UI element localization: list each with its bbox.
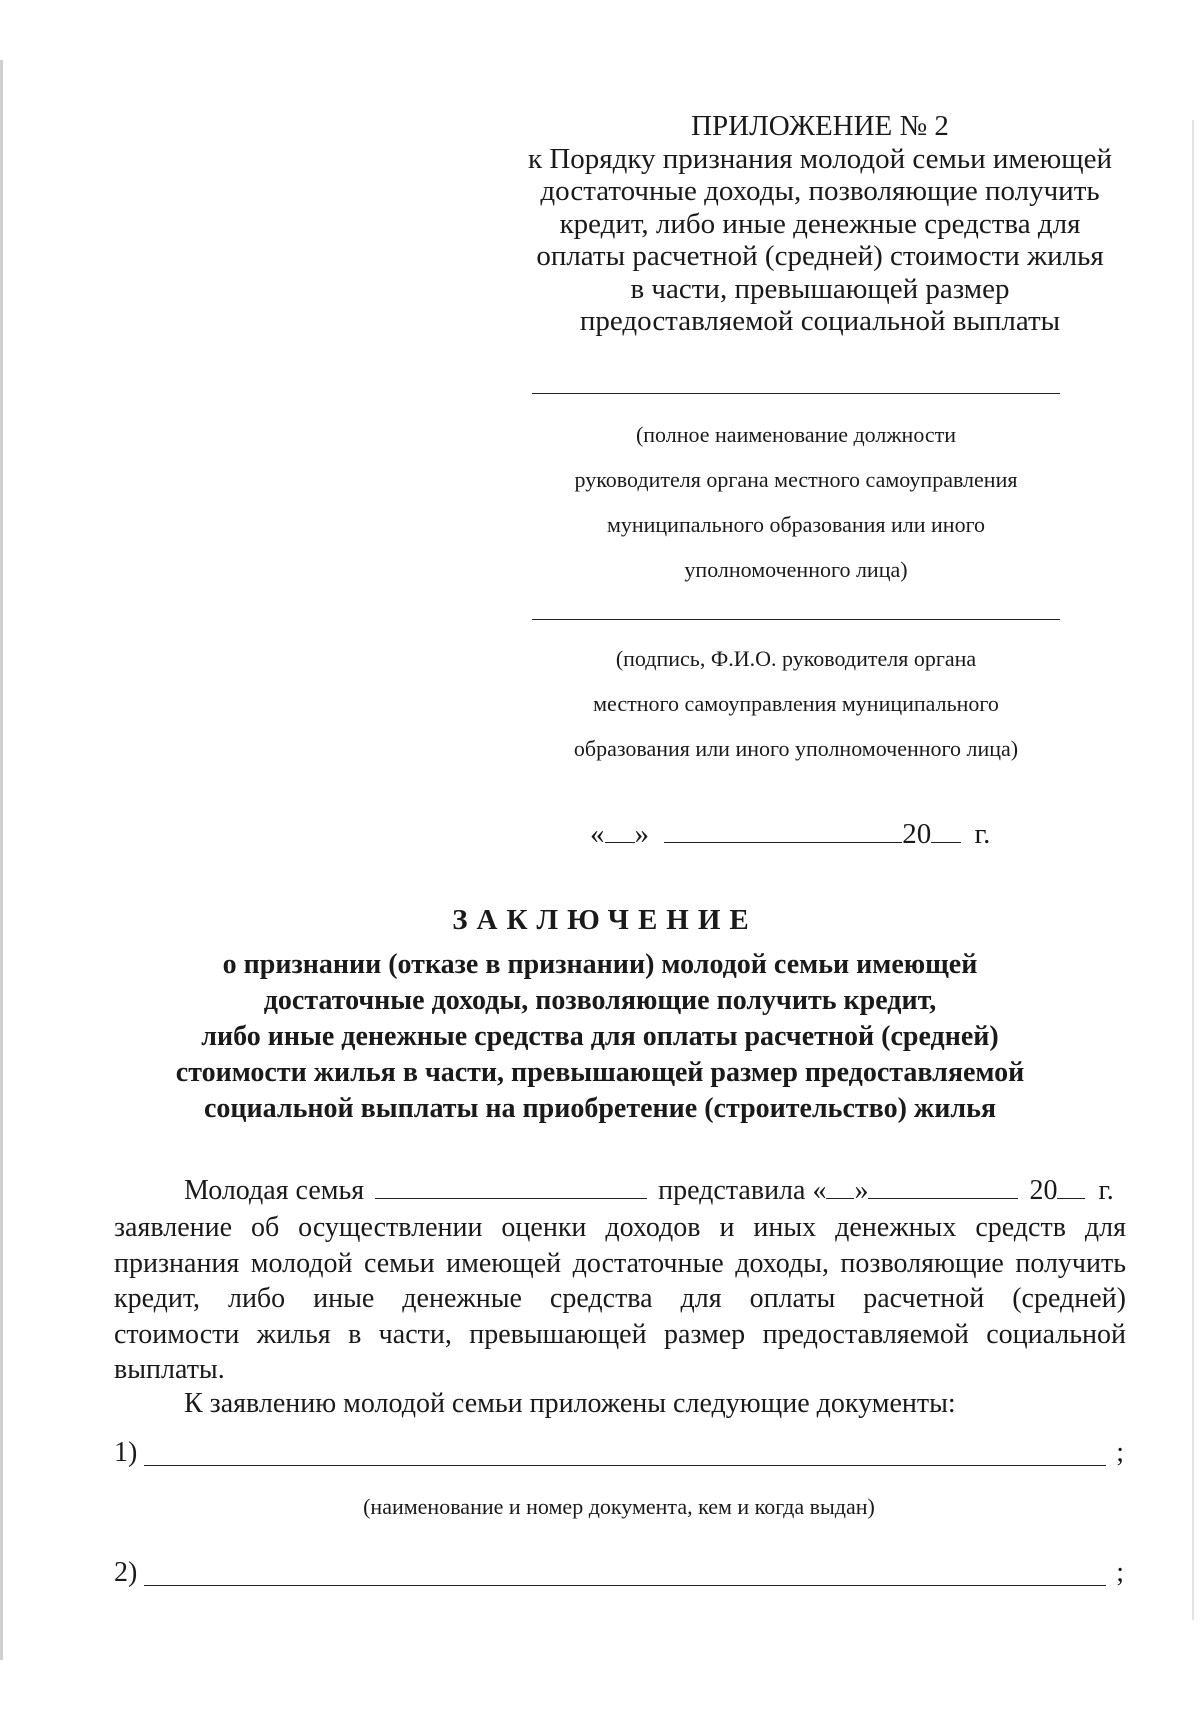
- month-blank: [664, 820, 902, 843]
- caption-line: местного самоуправления муниципального: [593, 691, 999, 716]
- family-label: Молодая семья: [184, 1175, 365, 1206]
- document-blank: [144, 1465, 1106, 1466]
- year-prefix: 20: [1029, 1175, 1058, 1206]
- submit-year-blank: [1057, 1176, 1085, 1199]
- day-blank: [605, 820, 635, 843]
- appendix-line: оплаты расчетной (средней) стоимости жилья: [536, 240, 1104, 272]
- signature-line: [532, 619, 1060, 620]
- documents-intro-text: К заявлению молодой семьи приложены следующие документы:: [184, 1388, 956, 1419]
- paragraph-line: кредит, либо иные денежные средства для оплаты расчетной (средней): [114, 1283, 1126, 1314]
- family-name-blank: [375, 1176, 647, 1199]
- year-blank: [931, 820, 961, 843]
- paragraph-line: выплаты.: [114, 1354, 225, 1385]
- subtitle-line: достаточные доходы, позволяющие получить кредит,: [263, 985, 937, 1016]
- document-caption: (наименование и номер документа, кем и когда выдан): [363, 1494, 875, 1519]
- subtitle-line: о признании (отказе в признании) молодой семьи имеющей: [222, 949, 978, 980]
- caption-line: руководителя органа местного самоуправления: [574, 467, 1018, 492]
- appendix-line: кредит, либо иные денежные средства для: [559, 207, 1081, 240]
- application-paragraph: [114, 1210, 1126, 1388]
- submit-month-blank: [868, 1176, 1018, 1199]
- submit-day-blank: [826, 1176, 854, 1199]
- document-number: 2): [114, 1557, 138, 1588]
- document-blank: [144, 1585, 1106, 1586]
- document-end: ;: [1116, 1557, 1124, 1588]
- appendix-title: ПРИЛОЖЕНИЕ № 2: [691, 110, 949, 142]
- scan-edge-right: [1192, 120, 1194, 1620]
- year-prefix: 20: [902, 818, 932, 850]
- appendix-line: к Порядку признания молодой семьи имеющей: [527, 142, 1113, 175]
- position-line: [532, 393, 1060, 394]
- caption-line: (подпись, Ф.И.О. руководителя органа: [615, 646, 977, 671]
- heading-block: [0, 903, 1200, 1127]
- paragraph-line: признания молодой семьи имеющей достаточные доходы, позволяющие получить: [114, 1247, 1126, 1279]
- subtitle-line: стоимости жилья в части, превышающей размер предоставляемой: [175, 1057, 1025, 1088]
- year-suffix: г.: [974, 818, 991, 850]
- submitted-label: представила «: [658, 1175, 827, 1206]
- document-end: ;: [1116, 1437, 1124, 1468]
- scan-edge-left: [0, 60, 3, 1660]
- caption-line: (полное наименование должности: [635, 422, 957, 447]
- appendix-line: предоставляемой социальной выплаты: [579, 305, 1061, 337]
- appendix-line: достаточные доходы, позволяющие получить: [540, 175, 1100, 207]
- heading-subtitle: [0, 947, 1200, 1127]
- signature-caption: [520, 636, 1072, 771]
- caption-line: образования или иного уполномоченного лица): [573, 736, 1019, 761]
- position-caption: [520, 412, 1072, 592]
- paragraph-line: заявление об осуществлении оценки доходов и иных денежных средств для: [114, 1212, 1126, 1243]
- document-number: 1): [114, 1437, 138, 1468]
- appendix-line: в части, превышающей размер: [630, 272, 1010, 305]
- close-quote: »: [634, 818, 649, 850]
- caption-line: муниципального образования или иного: [606, 512, 986, 537]
- close-quote: »: [854, 1175, 869, 1206]
- family-line: [114, 1173, 1126, 1209]
- subtitle-line: либо иные денежные средства для оплаты расчетной (средней): [201, 1021, 999, 1052]
- heading-title: ЗАКЛЮЧЕНИЕ: [452, 904, 758, 936]
- date-line: [590, 818, 990, 851]
- subtitle-line: социальной выплаты на приобретение (строительство) жилья: [203, 1093, 997, 1124]
- document-row: [114, 1437, 1124, 1477]
- year-suffix: г.: [1098, 1175, 1114, 1206]
- document-row: [114, 1557, 1124, 1597]
- caption-line: уполномоченного лица): [684, 557, 908, 582]
- paragraph-line: стоимости жилья в части, превышающей размер предоставляемой социальной: [114, 1318, 1126, 1350]
- appendix-header: [520, 110, 1120, 338]
- open-quote: «: [590, 818, 605, 850]
- documents-intro: [114, 1386, 1126, 1422]
